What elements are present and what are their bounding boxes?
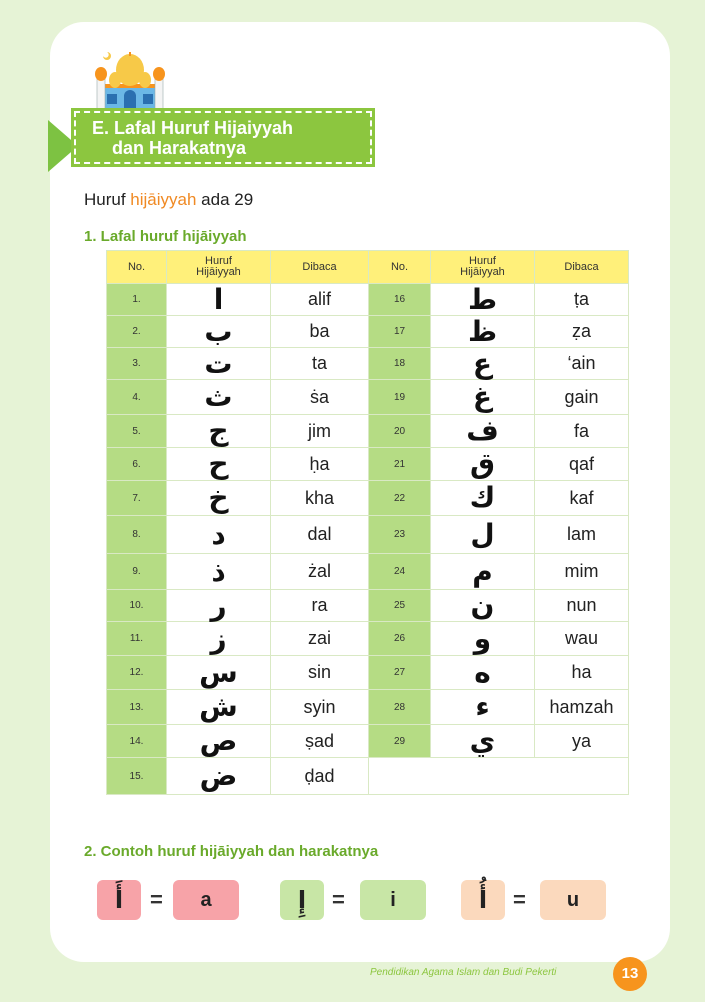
example-latin: u	[540, 880, 606, 920]
subsection-2-heading: 2. Contoh huruf hijāiyyah dan harakatnya	[84, 843, 379, 860]
letter-reading: ‘ain	[535, 348, 629, 380]
table-row	[107, 284, 629, 316]
table-row	[107, 622, 629, 656]
arabic-letter: خ	[167, 481, 271, 516]
intro-after: ada 29	[196, 190, 254, 209]
arabic-letter: ق	[431, 448, 535, 481]
arabic-letter: ص	[167, 725, 271, 758]
section-title-banner	[74, 111, 372, 164]
row-number: 12.	[107, 656, 167, 690]
example-latin: i	[360, 880, 426, 920]
row-number: 18	[369, 348, 431, 380]
intro-before: Huruf	[84, 190, 131, 209]
arabic-letter: ي	[431, 725, 535, 758]
letter-reading: qaf	[535, 448, 629, 481]
subsection-1-heading: 1. Lafal huruf hijāiyyah	[84, 228, 247, 245]
header-no: No.	[107, 251, 167, 284]
arabic-letter: ج	[167, 415, 271, 448]
letter-reading: ṭa	[535, 284, 629, 316]
row-number: 1.	[107, 284, 167, 316]
header-dibaca: Dibaca	[535, 251, 629, 284]
row-number: 7.	[107, 481, 167, 516]
arabic-letter: ا	[167, 284, 271, 316]
letter-reading: lam	[535, 516, 629, 554]
table-row	[107, 690, 629, 725]
row-number: 22	[369, 481, 431, 516]
mosque-icon	[95, 50, 165, 112]
letter-reading: zai	[271, 622, 369, 656]
row-number: 10.	[107, 590, 167, 622]
letter-reading: ḥa	[271, 448, 369, 481]
letter-reading: ta	[271, 348, 369, 380]
section-title-line1: E. Lafal Huruf Hijaiyyah	[92, 118, 294, 138]
row-number: 13.	[107, 690, 167, 725]
row-number: 25	[369, 590, 431, 622]
letter-reading: syin	[271, 690, 369, 725]
letter-reading: ba	[271, 316, 369, 348]
arabic-letter: ه	[431, 656, 535, 690]
letter-reading: ṣad	[271, 725, 369, 758]
row-number: 19	[369, 380, 431, 415]
letters-table	[106, 250, 629, 795]
letter-reading: sin	[271, 656, 369, 690]
arabic-letter: ث	[167, 380, 271, 415]
row-number: 16	[369, 284, 431, 316]
arabic-letter: س	[167, 656, 271, 690]
arabic-letter: ف	[431, 415, 535, 448]
arabic-letter: ح	[167, 448, 271, 481]
example-arabic: إِ	[280, 880, 324, 920]
intro-text	[84, 190, 253, 210]
book-title: Pendidikan Agama Islam dan Budi Pekerti	[370, 967, 557, 978]
row-number: 29	[369, 725, 431, 758]
row-number: 17	[369, 316, 431, 348]
row-number: 11.	[107, 622, 167, 656]
table-row	[107, 656, 629, 690]
table-row	[107, 758, 629, 795]
arabic-letter: ك	[431, 481, 535, 516]
table-row	[107, 448, 629, 481]
letter-reading: żal	[271, 554, 369, 590]
example-arabic: أُ	[461, 880, 505, 920]
table-row	[107, 554, 629, 590]
example-latin: a	[173, 880, 239, 920]
row-number: 5.	[107, 415, 167, 448]
letter-reading: mim	[535, 554, 629, 590]
intro-highlight: hijāiyyah	[130, 190, 197, 209]
section-title-line2: dan Harakatnya	[112, 138, 247, 158]
arabic-letter: ش	[167, 690, 271, 725]
row-number: 4.	[107, 380, 167, 415]
letter-reading: ra	[271, 590, 369, 622]
letter-reading: gain	[535, 380, 629, 415]
arabic-letter: ت	[167, 348, 271, 380]
example-arabic: أَ	[97, 880, 141, 920]
arabic-letter: ز	[167, 622, 271, 656]
table-row	[107, 725, 629, 758]
row-number: 20	[369, 415, 431, 448]
letter-reading: nun	[535, 590, 629, 622]
row-number: 28	[369, 690, 431, 725]
arabic-letter: ء	[431, 690, 535, 725]
row-number: 21	[369, 448, 431, 481]
arabic-letter: ع	[431, 348, 535, 380]
letter-reading: fa	[535, 415, 629, 448]
row-number: 9.	[107, 554, 167, 590]
arabic-letter: ض	[167, 758, 271, 795]
header-huruf: Huruf Hijāiyyah	[167, 251, 271, 284]
row-number: 3.	[107, 348, 167, 380]
letter-reading: dal	[271, 516, 369, 554]
letter-reading: ẓa	[535, 316, 629, 348]
table-row	[107, 590, 629, 622]
arabic-letter: ل	[431, 516, 535, 554]
row-number: 26	[369, 622, 431, 656]
arabic-letter: غ	[431, 380, 535, 415]
page-number: 13	[613, 957, 647, 991]
arabic-letter: ظ	[431, 316, 535, 348]
row-number: 15.	[107, 758, 167, 795]
arabic-letter: ر	[167, 590, 271, 622]
letter-reading: kaf	[535, 481, 629, 516]
letter-reading: jim	[271, 415, 369, 448]
equals-sign: =	[332, 887, 345, 912]
equals-sign: =	[150, 887, 163, 912]
arabic-letter: ط	[431, 284, 535, 316]
table-row	[107, 316, 629, 348]
arabic-letter: ب	[167, 316, 271, 348]
row-number: 27	[369, 656, 431, 690]
letter-reading: hamzah	[535, 690, 629, 725]
header-no: No.	[369, 251, 431, 284]
table-row	[107, 415, 629, 448]
arabic-letter: ن	[431, 590, 535, 622]
header-dibaca: Dibaca	[271, 251, 369, 284]
empty-cell	[369, 758, 629, 795]
arabic-letter: و	[431, 622, 535, 656]
row-number: 6.	[107, 448, 167, 481]
letter-reading: wau	[535, 622, 629, 656]
letter-reading: alif	[271, 284, 369, 316]
row-number: 23	[369, 516, 431, 554]
table-row	[107, 481, 629, 516]
letter-reading: ḍad	[271, 758, 369, 795]
arabic-letter: م	[431, 554, 535, 590]
row-number: 14.	[107, 725, 167, 758]
table-row	[107, 348, 629, 380]
equals-sign: =	[513, 887, 526, 912]
letter-reading: ha	[535, 656, 629, 690]
row-number: 2.	[107, 316, 167, 348]
arabic-letter: د	[167, 516, 271, 554]
arabic-letter: ذ	[167, 554, 271, 590]
letter-reading: kha	[271, 481, 369, 516]
table-header-row	[107, 251, 629, 284]
row-number: 8.	[107, 516, 167, 554]
letter-reading: ya	[535, 725, 629, 758]
header-huruf: Huruf Hijāiyyah	[431, 251, 535, 284]
table-row	[107, 380, 629, 415]
table-row	[107, 516, 629, 554]
row-number: 24	[369, 554, 431, 590]
letter-reading: ṡa	[271, 380, 369, 415]
